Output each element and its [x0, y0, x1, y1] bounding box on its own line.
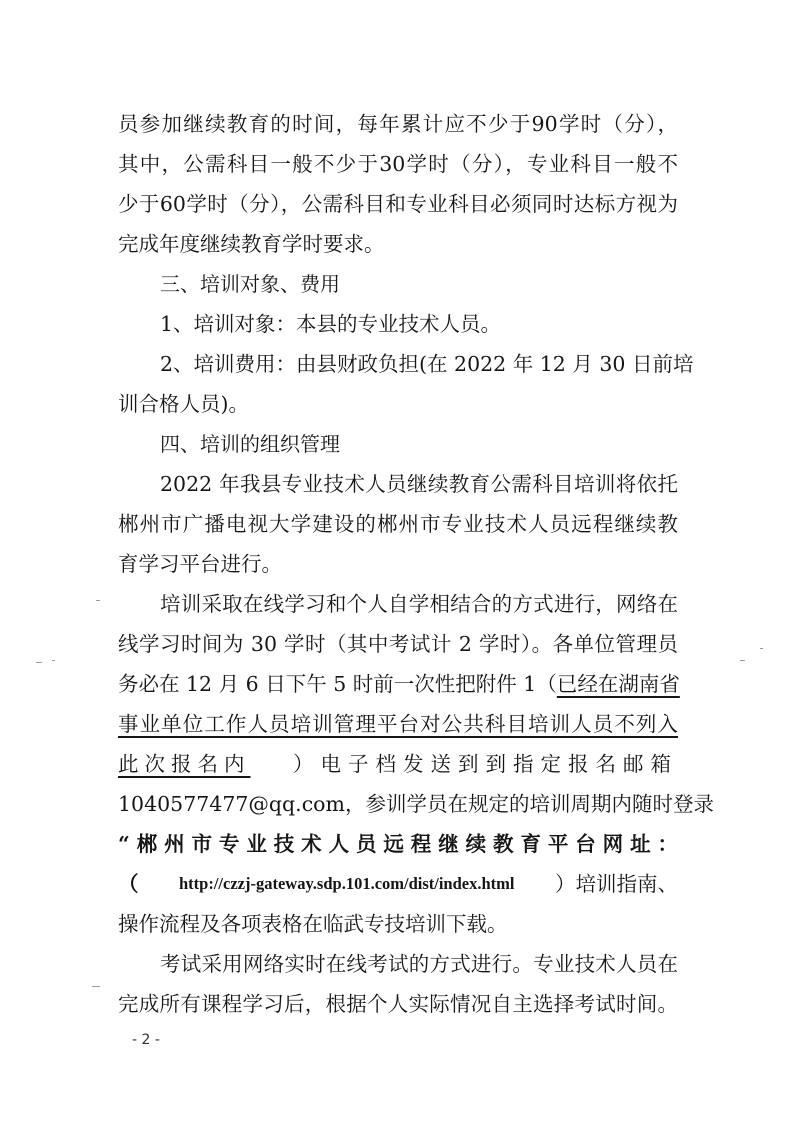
- body-line: 1、培训对象：本县的专业技术人员。: [160, 312, 502, 336]
- scan-speck: [52, 660, 55, 661]
- body-line: 2、培训费用：由县财政负担(在 2022 年 12 月 30 日前培: [160, 352, 694, 376]
- body-line: 线学习时间为 30 学时（其中考试计 2 学时）。各单位管理员: [118, 632, 678, 656]
- body-line: 完成所有课程学习后，根据个人实际情况自主选择考试时间。: [118, 992, 678, 1016]
- body-line: 其中，公需科目一般不少于30学时（分），专业科目一般不: [118, 152, 678, 176]
- scan-speck: [96, 600, 100, 601]
- body-line: 训合格人员)。: [118, 392, 249, 416]
- paren-open: （: [118, 872, 139, 896]
- scan-speck: [740, 660, 745, 661]
- body-text: 务必在 12 月 6 日下午 5 时前一次性把附件 1（: [118, 672, 557, 696]
- body-line: 育学习平台进行。: [118, 552, 282, 576]
- body-line: 2022 年我县专业技术人员继续教育公需科目培训将依托: [160, 472, 678, 496]
- body-line: [118, 752, 678, 776]
- body-line: 考试采用网络实时在线考试的方式进行。专业技术人员在: [160, 952, 678, 976]
- section-heading-4: 四、培训的组织管理: [160, 432, 340, 456]
- underlined-note: 此次报名内: [118, 752, 251, 776]
- scan-speck: [92, 986, 100, 987]
- body-line: 操作流程及各项表格在临武专技培训下载。: [118, 912, 508, 936]
- body-line: 完成年度继续教育学时要求。: [118, 232, 385, 256]
- body-line: [118, 872, 678, 896]
- body-line: 郴州市广播电视大学建设的郴州市专业技术人员远程继续教: [118, 512, 678, 536]
- underlined-note: 已经在湖南省: [556, 672, 680, 696]
- body-line: [118, 672, 678, 696]
- platform-url-link[interactable]: http://czzj-gateway.sdp.101.com/dist/index.html: [179, 874, 515, 893]
- scan-speck: [760, 648, 763, 649]
- page-number: - 2 -: [132, 1032, 160, 1048]
- body-text: ）培训指南、: [555, 872, 678, 896]
- underlined-note: 事业单位工作人员培训管理平台对公共科目培训人员不列入: [118, 712, 678, 736]
- scan-speck: [36, 662, 42, 663]
- body-line: 1040577477@qq.com，参训学员在规定的培训周期内随时登录: [118, 792, 714, 816]
- section-heading-3: 三、培训对象、费用: [160, 272, 340, 296]
- platform-title: “郴州市专业技术人员远程继续教育平台网址：: [118, 832, 678, 856]
- body-line: 员参加继续教育的时间，每年累计应不少于90学时（分），: [118, 112, 678, 136]
- body-line: 培训采取在线学习和个人自学相结合的方式进行，网络在: [160, 592, 678, 616]
- body-line: 少于60学时（分），公需科目和专业科目必须同时达标方视为: [118, 192, 678, 216]
- body-text: ）电子档发送到到指定报名邮箱: [293, 752, 678, 776]
